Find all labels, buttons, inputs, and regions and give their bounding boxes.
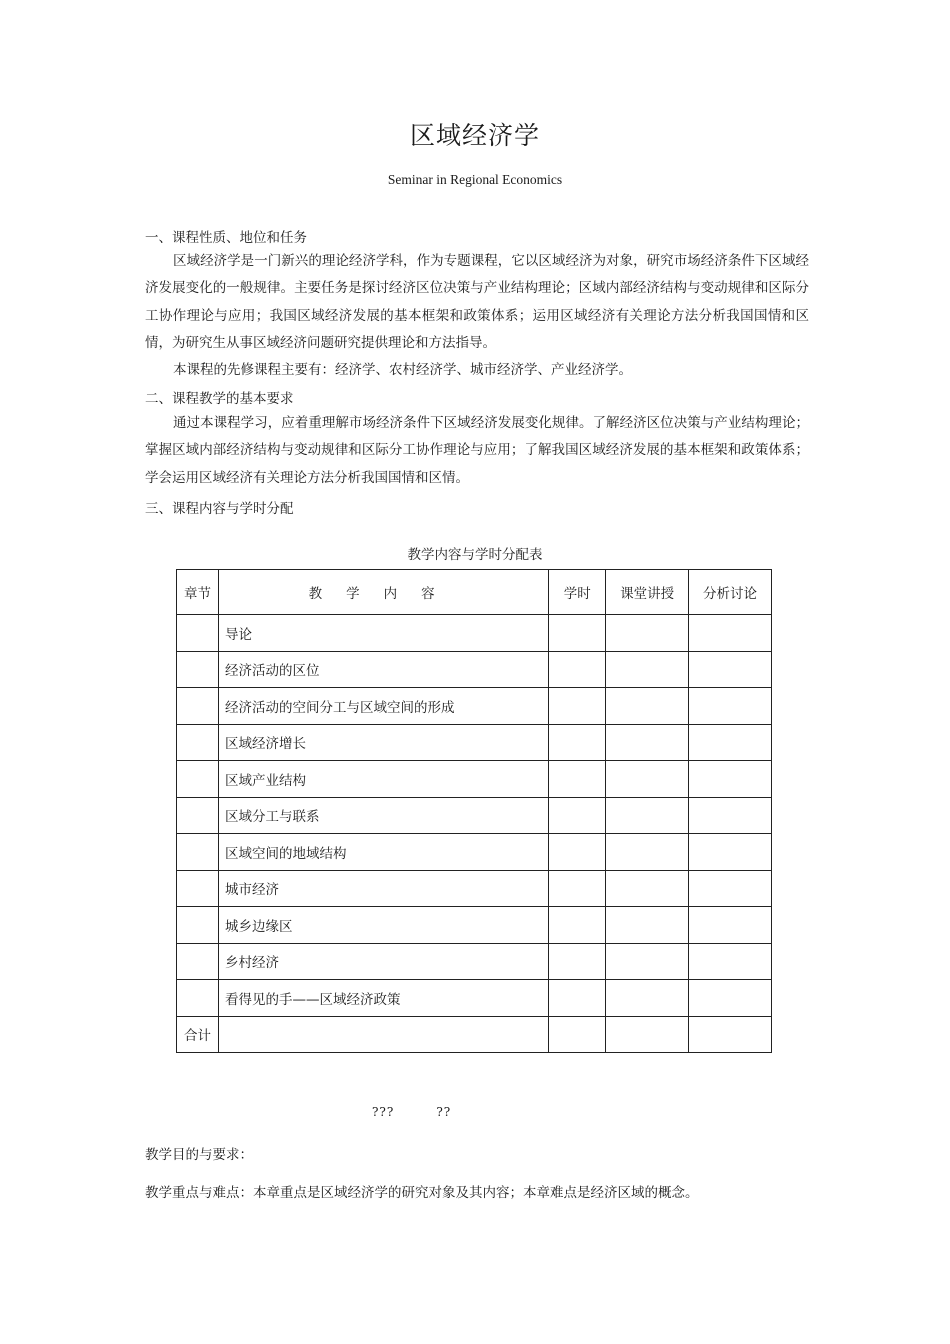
section-1-paragraph-1: 区域经济学是一门新兴的理论经济学科，作为专题课程，它以区域经济为对象，研究市场经济条件下区域经济发展变化的一般规律。主要任务是探讨经济区位决策与产业结构理论；区域内部经济结构与变动规律和区际分工协作理论与应用；我国区域经济发展的基本框架和政策体系；运用区域经济有关理论方法分析我国国情和区情，为研究生从事区域经济问题研究提供理论和方法指导。	[145, 253, 809, 351]
keypoints-text: 教学重点与难点：本章重点是区域经济学的研究对象及其内容；本章难点是经济区域的概念。	[145, 1185, 699, 1201]
row-content: 乡村经济	[218, 943, 548, 980]
chapter-header-left: ???	[372, 1105, 395, 1119]
section-3-heading: 三、课程内容与学时分配	[145, 501, 294, 517]
row-content: 城乡边缘区	[218, 907, 548, 944]
document-subtitle: Seminar in Regional Economics	[387, 172, 563, 187]
table-row	[177, 688, 772, 725]
row-content: 城市经济	[218, 870, 548, 907]
chapter-header-right: ??	[436, 1105, 452, 1119]
hours-allocation-table	[176, 569, 772, 1053]
table-row	[177, 724, 772, 761]
row-content: 区域空间的地域结构	[218, 834, 548, 871]
objectives-label: 教学目的与要求：	[145, 1147, 253, 1163]
table-row	[177, 870, 772, 907]
header-hours: 学时	[549, 570, 606, 615]
table-row	[177, 943, 772, 980]
table-row	[177, 834, 772, 871]
section-1-body	[145, 248, 809, 384]
header-discussion: 分析讨论	[689, 570, 772, 615]
row-content: 区域分工与联系	[218, 797, 548, 834]
document-title: 区域经济学	[409, 121, 540, 150]
row-content: 区域经济增长	[218, 724, 548, 761]
table-header-row	[177, 570, 772, 615]
table-caption: 教学内容与学时分配表	[407, 547, 543, 563]
header-lecture: 课堂讲授	[606, 570, 689, 615]
row-content: 经济活动的空间分工与区域空间的形成	[218, 688, 548, 725]
section-1-heading: 一、课程性质、地位和任务	[145, 230, 307, 246]
table-row	[177, 797, 772, 834]
table-row	[177, 980, 772, 1017]
total-label: 合计	[177, 1016, 219, 1053]
table-row	[177, 907, 772, 944]
table-total-row	[177, 1016, 772, 1053]
row-content: 区域产业结构	[218, 761, 548, 798]
table-row	[177, 761, 772, 798]
section-2-paragraph-1: 通过本课程学习，应着重理解市场经济条件下区域经济发展变化规律。了解经济区位决策与产业结构理论；掌握区域内部经济结构与变动规律和区际分工协作理论与应用；了解我国区域经济发展的基本框架和政策体系；学会运用区域经济有关理论方法分析我国国情和区情。	[145, 415, 809, 486]
row-content: 看得见的手——区域经济政策	[218, 980, 548, 1017]
section-1-paragraph-2: 本课程的先修课程主要有：经济学、农村经济学、城市经济学、产业经济学。	[173, 362, 632, 379]
header-chapter: 章节	[177, 570, 219, 615]
row-content: 导论	[218, 615, 548, 652]
header-content: 教学内容	[218, 570, 548, 615]
section-2-heading: 二、课程教学的基本要求	[145, 391, 294, 407]
row-content: 经济活动的区位	[218, 651, 548, 688]
table-row	[177, 651, 772, 688]
chapter-header	[372, 1105, 451, 1119]
table-row	[177, 615, 772, 652]
section-2-body	[145, 410, 809, 492]
